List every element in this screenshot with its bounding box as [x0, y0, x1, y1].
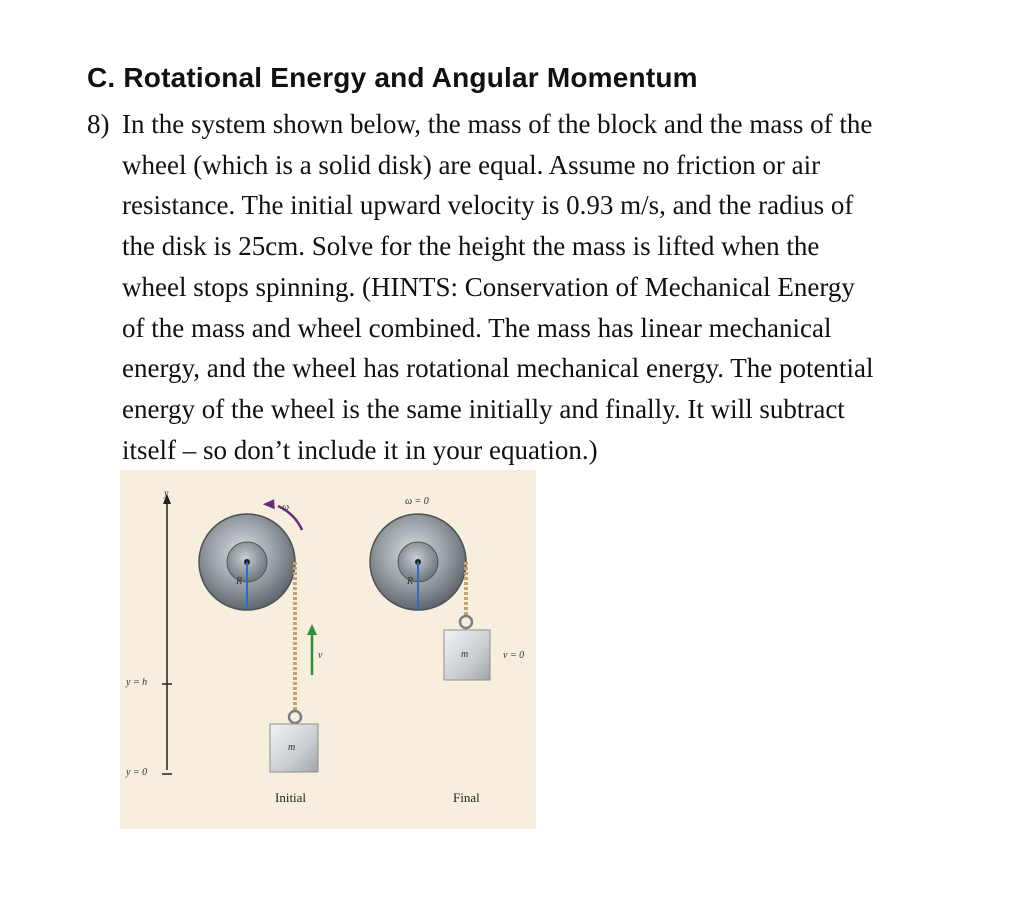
- y-axis-label: y: [164, 488, 169, 499]
- final-mass-label: m: [461, 649, 469, 660]
- problem-text-line: wheel stops spinning. (HINTS: Conservation of Mechanical Energy: [122, 271, 855, 302]
- y-h-label: y = h: [126, 677, 148, 688]
- initial-omega-label: ω: [282, 502, 290, 513]
- initial-caption: Initial: [275, 790, 307, 805]
- y-zero-label: y = 0: [126, 767, 148, 778]
- problem-text-line: of the mass and wheel combined. The mass has linear mechanical: [122, 312, 832, 343]
- initial-velocity-label: v: [318, 650, 323, 661]
- problem-text-line: resistance. The initial upward velocity is 0.93 m/s, and the radius of: [122, 190, 854, 221]
- y-axis: [162, 494, 172, 774]
- final-caption: Final: [453, 790, 480, 805]
- problem-text-line: itself – so don’t include it in your equation.): [122, 434, 598, 465]
- initial-hook: [289, 711, 301, 723]
- problem-statement: [87, 104, 987, 470]
- final-radius-label: R: [407, 576, 414, 587]
- problem-text-line: In the system shown below, the mass of the block and the mass of the: [122, 109, 873, 139]
- final-velocity-label: v = 0: [503, 650, 525, 661]
- final-omega-label: ω = 0: [405, 496, 429, 507]
- initial-radius-label: R: [236, 576, 243, 587]
- initial-mass-label: m: [288, 742, 296, 753]
- problem-text-line: the disk is 25cm. Solve for the height the mass is lifted when the: [122, 231, 820, 262]
- pulley-figure: [120, 470, 536, 829]
- problem-text-line: wheel (which is a solid disk) are equal. Assume no friction or air: [122, 149, 821, 180]
- section-heading: C. Rotational Energy and Angular Momentum: [87, 62, 698, 93]
- final-hook: [460, 616, 472, 628]
- rotation-arrowhead: [262, 499, 276, 511]
- final-wheel: [370, 514, 466, 610]
- initial-wheel: [199, 499, 302, 610]
- pulley-diagram: [120, 470, 536, 829]
- problem-number: 8): [87, 109, 110, 139]
- velocity-arrowhead: [307, 624, 317, 635]
- problem-text-line: energy, and the wheel has rotational mechanical energy. The potential: [122, 353, 874, 384]
- problem-text-line: energy of the wheel is the same initially and finally. It will subtract: [122, 393, 845, 424]
